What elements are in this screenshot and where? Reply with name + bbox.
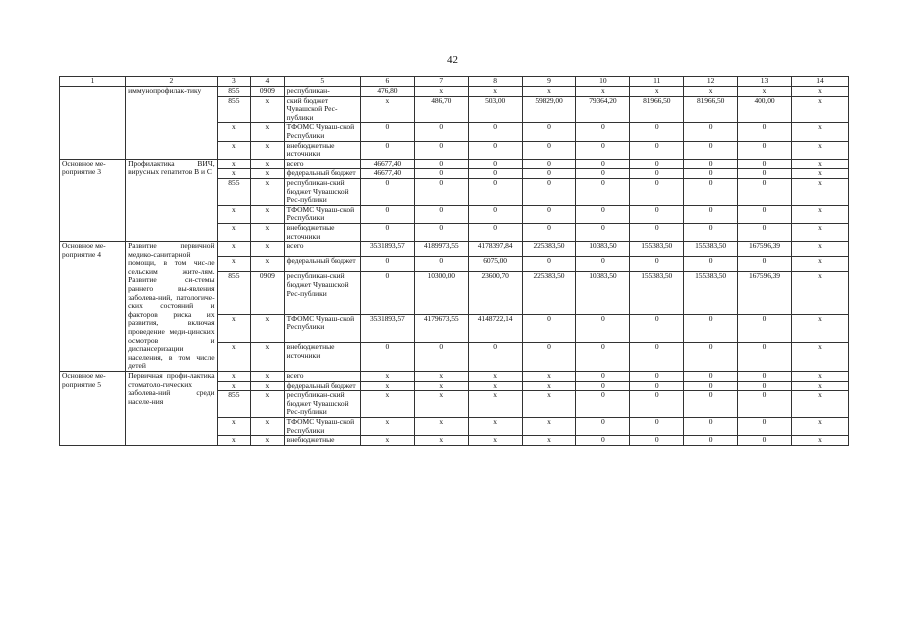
measure-name-cell: Профилактика ВИЧ, вирусных гепатитов В и С bbox=[126, 159, 218, 241]
amount-cell: 167596,39 bbox=[738, 272, 792, 314]
table-row bbox=[60, 242, 849, 257]
amount-cell: 0 bbox=[468, 178, 522, 205]
funding-source-cell: федеральный бюджет bbox=[284, 169, 360, 179]
amount-cell: 0 bbox=[360, 223, 414, 241]
section-code-cell: х bbox=[251, 205, 285, 223]
amount-cell: 0 bbox=[414, 178, 468, 205]
measure-cell: Основное ме-роприятие 5 bbox=[60, 372, 126, 446]
funding-source-cell: ТФОМС Чуваш-ской Республики bbox=[284, 417, 360, 435]
amount-cell: х bbox=[522, 87, 576, 97]
amount-cell: 46677,40 bbox=[360, 159, 414, 169]
amount-cell: х bbox=[738, 87, 792, 97]
amount-cell: х bbox=[468, 417, 522, 435]
funding-source-cell: федеральный бюджет bbox=[284, 257, 360, 272]
funding-source-cell: всего bbox=[284, 372, 360, 382]
amount-cell: 0 bbox=[576, 381, 630, 391]
amount-cell: 0 bbox=[738, 391, 792, 418]
measure-cell bbox=[60, 87, 126, 160]
table-row bbox=[60, 87, 849, 97]
amount-cell: х bbox=[791, 343, 848, 372]
amount-cell: 0 bbox=[630, 223, 684, 241]
amount-cell: 0 bbox=[630, 343, 684, 372]
amount-cell: 0 bbox=[576, 123, 630, 141]
amount-cell: х bbox=[791, 141, 848, 159]
budget-table bbox=[59, 76, 849, 446]
amount-cell: 0 bbox=[738, 205, 792, 223]
amount-cell: 155383,50 bbox=[630, 242, 684, 257]
gov-code-cell: х bbox=[217, 223, 251, 241]
amount-cell: 0 bbox=[522, 257, 576, 272]
amount-cell: 0 bbox=[468, 343, 522, 372]
column-header: 11 bbox=[630, 77, 684, 87]
amount-cell: 0 bbox=[576, 417, 630, 435]
amount-cell: х bbox=[791, 169, 848, 179]
amount-cell: х bbox=[791, 159, 848, 169]
gov-code-cell: 855 bbox=[217, 87, 251, 97]
amount-cell: 0 bbox=[630, 123, 684, 141]
amount-cell: 0 bbox=[630, 141, 684, 159]
amount-cell: 0 bbox=[684, 372, 738, 382]
amount-cell: х bbox=[684, 87, 738, 97]
amount-cell: 0 bbox=[630, 372, 684, 382]
amount-cell: 0 bbox=[738, 436, 792, 446]
amount-cell: 0 bbox=[684, 257, 738, 272]
amount-cell: х bbox=[522, 417, 576, 435]
amount-cell: х bbox=[414, 391, 468, 418]
column-header: 10 bbox=[576, 77, 630, 87]
measure-cell: Основное ме-роприятие 3 bbox=[60, 159, 126, 241]
column-header: 3 bbox=[217, 77, 251, 87]
column-header: 12 bbox=[684, 77, 738, 87]
gov-code-cell: х bbox=[217, 205, 251, 223]
amount-cell: х bbox=[791, 205, 848, 223]
section-code-cell: х bbox=[251, 314, 285, 343]
amount-cell: 0 bbox=[738, 178, 792, 205]
section-code-cell: х bbox=[251, 141, 285, 159]
amount-cell: х bbox=[414, 436, 468, 446]
amount-cell: х bbox=[791, 178, 848, 205]
amount-cell: х bbox=[791, 96, 848, 123]
amount-cell: х bbox=[791, 436, 848, 446]
section-code-cell: х bbox=[251, 96, 285, 123]
amount-cell: 0 bbox=[738, 141, 792, 159]
amount-cell: х bbox=[791, 87, 848, 97]
amount-cell: 0 bbox=[576, 257, 630, 272]
amount-cell: 0 bbox=[360, 343, 414, 372]
section-code-cell: х bbox=[251, 417, 285, 435]
gov-code-cell: 855 bbox=[217, 96, 251, 123]
gov-code-cell: 855 bbox=[217, 178, 251, 205]
amount-cell: 0 bbox=[576, 343, 630, 372]
amount-cell: 0 bbox=[468, 205, 522, 223]
amount-cell: 0 bbox=[360, 178, 414, 205]
amount-cell: х bbox=[468, 436, 522, 446]
amount-cell: 0 bbox=[360, 272, 414, 314]
amount-cell: 0 bbox=[738, 123, 792, 141]
amount-cell: 0 bbox=[684, 391, 738, 418]
amount-cell: 4179673,55 bbox=[414, 314, 468, 343]
amount-cell: 225383,50 bbox=[522, 242, 576, 257]
amount-cell: 0 bbox=[414, 169, 468, 179]
amount-cell: х bbox=[360, 96, 414, 123]
amount-cell: 0 bbox=[738, 343, 792, 372]
amount-cell: 3531893,57 bbox=[360, 314, 414, 343]
amount-cell: 0 bbox=[630, 417, 684, 435]
amount-cell: 0 bbox=[738, 257, 792, 272]
amount-cell: х bbox=[360, 417, 414, 435]
amount-cell: 0 bbox=[738, 169, 792, 179]
amount-cell: 0 bbox=[414, 223, 468, 241]
gov-code-cell: х bbox=[217, 381, 251, 391]
section-code-cell: х bbox=[251, 257, 285, 272]
amount-cell: 0 bbox=[576, 141, 630, 159]
amount-cell: 155383,50 bbox=[630, 272, 684, 314]
amount-cell: х bbox=[468, 381, 522, 391]
gov-code-cell: х bbox=[217, 123, 251, 141]
amount-cell: 0 bbox=[738, 372, 792, 382]
amount-cell: х bbox=[791, 314, 848, 343]
gov-code-cell: х bbox=[217, 417, 251, 435]
amount-cell: 0 bbox=[738, 223, 792, 241]
amount-cell: 0 bbox=[522, 314, 576, 343]
amount-cell: х bbox=[791, 223, 848, 241]
column-header: 2 bbox=[126, 77, 218, 87]
amount-cell: 400,00 bbox=[738, 96, 792, 123]
amount-cell: х bbox=[522, 436, 576, 446]
amount-cell: х bbox=[414, 87, 468, 97]
amount-cell: 0 bbox=[576, 436, 630, 446]
funding-source-cell: ский бюджет Чувашской Рес-публики bbox=[284, 96, 360, 123]
amount-cell: 0 bbox=[576, 205, 630, 223]
section-code-cell: х bbox=[251, 242, 285, 257]
funding-source-cell: республикан-ский бюджет Чувашской Рес-публики bbox=[284, 178, 360, 205]
amount-cell: 0 bbox=[684, 205, 738, 223]
amount-cell: 0 bbox=[360, 123, 414, 141]
amount-cell: 0 bbox=[738, 314, 792, 343]
amount-cell: 0 bbox=[684, 381, 738, 391]
section-code-cell: х bbox=[251, 381, 285, 391]
amount-cell: 0 bbox=[576, 169, 630, 179]
column-header: 1 bbox=[60, 77, 126, 87]
amount-cell: х bbox=[522, 372, 576, 382]
amount-cell: 0 bbox=[468, 223, 522, 241]
amount-cell: х bbox=[791, 391, 848, 418]
section-code-cell: х bbox=[251, 223, 285, 241]
funding-source-cell: всего bbox=[284, 242, 360, 257]
section-code-cell: х bbox=[251, 343, 285, 372]
column-header: 6 bbox=[360, 77, 414, 87]
amount-cell: х bbox=[791, 257, 848, 272]
funding-source-cell: федеральный бюджет bbox=[284, 381, 360, 391]
amount-cell: 0 bbox=[684, 123, 738, 141]
amount-cell: 0 bbox=[630, 391, 684, 418]
amount-cell: 0 bbox=[468, 141, 522, 159]
amount-cell: х bbox=[522, 391, 576, 418]
funding-source-cell: ТФОМС Чуваш-ской Республики bbox=[284, 314, 360, 343]
funding-source-cell: республикан- bbox=[284, 87, 360, 97]
section-code-cell: х bbox=[251, 159, 285, 169]
amount-cell: 10383,50 bbox=[576, 272, 630, 314]
amount-cell: 476,80 bbox=[360, 87, 414, 97]
funding-source-cell: внебюджетные источники bbox=[284, 343, 360, 372]
amount-cell: 0 bbox=[576, 178, 630, 205]
amount-cell: 503,00 bbox=[468, 96, 522, 123]
amount-cell: 3531893,57 bbox=[360, 242, 414, 257]
amount-cell: 0 bbox=[630, 436, 684, 446]
amount-cell: 0 bbox=[630, 169, 684, 179]
gov-code-cell: х bbox=[217, 314, 251, 343]
column-header: 8 bbox=[468, 77, 522, 87]
amount-cell: 0 bbox=[576, 391, 630, 418]
amount-cell: 0 bbox=[414, 205, 468, 223]
amount-cell: 0 bbox=[414, 159, 468, 169]
amount-cell: 0 bbox=[468, 123, 522, 141]
amount-cell: х bbox=[468, 87, 522, 97]
amount-cell: 0 bbox=[522, 141, 576, 159]
amount-cell: х bbox=[791, 381, 848, 391]
amount-cell: 0 bbox=[414, 257, 468, 272]
amount-cell: 0 bbox=[576, 223, 630, 241]
amount-cell: 59829,00 bbox=[522, 96, 576, 123]
gov-code-cell: х bbox=[217, 159, 251, 169]
amount-cell: 0 bbox=[630, 159, 684, 169]
amount-cell: 4148722,14 bbox=[468, 314, 522, 343]
amount-cell: х bbox=[791, 242, 848, 257]
gov-code-cell: х bbox=[217, 141, 251, 159]
amount-cell: 79364,20 bbox=[576, 96, 630, 123]
gov-code-cell: х bbox=[217, 257, 251, 272]
amount-cell: 0 bbox=[684, 178, 738, 205]
amount-cell: 0 bbox=[522, 159, 576, 169]
amount-cell: 155383,50 bbox=[684, 242, 738, 257]
measure-name-cell: Развитие первичной медико-санитарной помощи, в том чис-ле сельским жите-лям. Развитие си-стемы раннего вы-явления заболева-ний, патологиче-ских состояний и факторов риска их развития, включая проведение меди-цинских осмотров и диспансеризации населения, в том числе детей bbox=[126, 242, 218, 372]
amount-cell: 0 bbox=[468, 159, 522, 169]
amount-cell: 0 bbox=[576, 372, 630, 382]
column-header: 13 bbox=[738, 77, 792, 87]
amount-cell: х bbox=[791, 272, 848, 314]
gov-code-cell: х bbox=[217, 242, 251, 257]
amount-cell: 0 bbox=[522, 169, 576, 179]
amount-cell: 486,70 bbox=[414, 96, 468, 123]
gov-code-cell: х bbox=[217, 436, 251, 446]
amount-cell: 155383,50 bbox=[684, 272, 738, 314]
amount-cell: 4189973,55 bbox=[414, 242, 468, 257]
section-code-cell: х bbox=[251, 169, 285, 179]
section-code-cell: х bbox=[251, 123, 285, 141]
funding-source-cell: внебюджетные источники bbox=[284, 141, 360, 159]
amount-cell: 0 bbox=[684, 436, 738, 446]
gov-code-cell: х bbox=[217, 343, 251, 372]
amount-cell: 0 bbox=[360, 257, 414, 272]
amount-cell: 0 bbox=[630, 205, 684, 223]
funding-source-cell: внебюджетные bbox=[284, 436, 360, 446]
amount-cell: 0 bbox=[468, 169, 522, 179]
amount-cell: х bbox=[414, 381, 468, 391]
amount-cell: х bbox=[414, 417, 468, 435]
amount-cell: 0 bbox=[414, 141, 468, 159]
amount-cell: 225383,50 bbox=[522, 272, 576, 314]
amount-cell: 0 bbox=[576, 314, 630, 343]
amount-cell: 0 bbox=[684, 417, 738, 435]
section-code-cell: х bbox=[251, 178, 285, 205]
amount-cell: х bbox=[576, 87, 630, 97]
measure-cell: Основное ме-роприятие 4 bbox=[60, 242, 126, 372]
column-header: 9 bbox=[522, 77, 576, 87]
amount-cell: х bbox=[791, 372, 848, 382]
funding-source-cell: республикан-ский бюджет Чувашской Рес-публики bbox=[284, 272, 360, 314]
amount-cell: 23600,70 bbox=[468, 272, 522, 314]
amount-cell: х bbox=[791, 417, 848, 435]
amount-cell: 0 bbox=[630, 381, 684, 391]
amount-cell: 46677,40 bbox=[360, 169, 414, 179]
funding-source-cell: внебюджетные источники bbox=[284, 223, 360, 241]
measure-name-cell: иммунопрофилак-тику bbox=[126, 87, 218, 160]
column-header: 4 bbox=[251, 77, 285, 87]
amount-cell: 10300,00 bbox=[414, 272, 468, 314]
amount-cell: 0 bbox=[360, 141, 414, 159]
amount-cell: 0 bbox=[738, 417, 792, 435]
amount-cell: 4178397,84 bbox=[468, 242, 522, 257]
amount-cell: х bbox=[360, 381, 414, 391]
column-header: 5 bbox=[284, 77, 360, 87]
amount-cell: 0 bbox=[522, 205, 576, 223]
measure-name-cell: Первичная профи-лактика стоматоло-гических заболева-ний среди населе-ния bbox=[126, 372, 218, 446]
amount-cell: х bbox=[630, 87, 684, 97]
page-number: 42 bbox=[447, 54, 458, 66]
amount-cell: 0 bbox=[684, 141, 738, 159]
amount-cell: 0 bbox=[414, 343, 468, 372]
amount-cell: х bbox=[414, 372, 468, 382]
amount-cell: 0 bbox=[522, 178, 576, 205]
amount-cell: 0 bbox=[684, 169, 738, 179]
funding-source-cell: ТФОМС Чуваш-ской Республики bbox=[284, 205, 360, 223]
section-code-cell: х bbox=[251, 436, 285, 446]
amount-cell: 0 bbox=[684, 159, 738, 169]
amount-cell: 0 bbox=[684, 314, 738, 343]
amount-cell: 81966,50 bbox=[684, 96, 738, 123]
amount-cell: 0 bbox=[360, 205, 414, 223]
amount-cell: 167596,39 bbox=[738, 242, 792, 257]
section-code-cell: х bbox=[251, 391, 285, 418]
gov-code-cell: х bbox=[217, 372, 251, 382]
amount-cell: 0 bbox=[522, 223, 576, 241]
amount-cell: 0 bbox=[576, 159, 630, 169]
header-row bbox=[60, 77, 849, 87]
amount-cell: х bbox=[468, 391, 522, 418]
table-row bbox=[60, 159, 849, 169]
table-row bbox=[60, 372, 849, 382]
amount-cell: х bbox=[522, 381, 576, 391]
column-header: 14 bbox=[791, 77, 848, 87]
amount-cell: 0 bbox=[684, 343, 738, 372]
amount-cell: 6075,00 bbox=[468, 257, 522, 272]
amount-cell: х bbox=[360, 391, 414, 418]
amount-cell: 0 bbox=[630, 178, 684, 205]
funding-source-cell: ТФОМС Чуваш-ской Республики bbox=[284, 123, 360, 141]
table-body bbox=[60, 87, 849, 446]
amount-cell: 0 bbox=[522, 343, 576, 372]
amount-cell: 0 bbox=[738, 381, 792, 391]
funding-source-cell: республикан-ский бюджет Чувашской Рес-публики bbox=[284, 391, 360, 418]
section-code-cell: 0909 bbox=[251, 87, 285, 97]
section-code-cell: х bbox=[251, 372, 285, 382]
gov-code-cell: 855 bbox=[217, 391, 251, 418]
amount-cell: 0 bbox=[414, 123, 468, 141]
amount-cell: 0 bbox=[738, 159, 792, 169]
gov-code-cell: 855 bbox=[217, 272, 251, 314]
section-code-cell: 0909 bbox=[251, 272, 285, 314]
amount-cell: 0 bbox=[522, 123, 576, 141]
amount-cell: 0 bbox=[630, 257, 684, 272]
amount-cell: 0 bbox=[630, 314, 684, 343]
amount-cell: х bbox=[468, 372, 522, 382]
amount-cell: х bbox=[360, 436, 414, 446]
column-header: 7 bbox=[414, 77, 468, 87]
amount-cell: 10383,50 bbox=[576, 242, 630, 257]
gov-code-cell: х bbox=[217, 169, 251, 179]
amount-cell: 81966,50 bbox=[630, 96, 684, 123]
amount-cell: х bbox=[791, 123, 848, 141]
amount-cell: 0 bbox=[684, 223, 738, 241]
amount-cell: х bbox=[360, 372, 414, 382]
funding-source-cell: всего bbox=[284, 159, 360, 169]
